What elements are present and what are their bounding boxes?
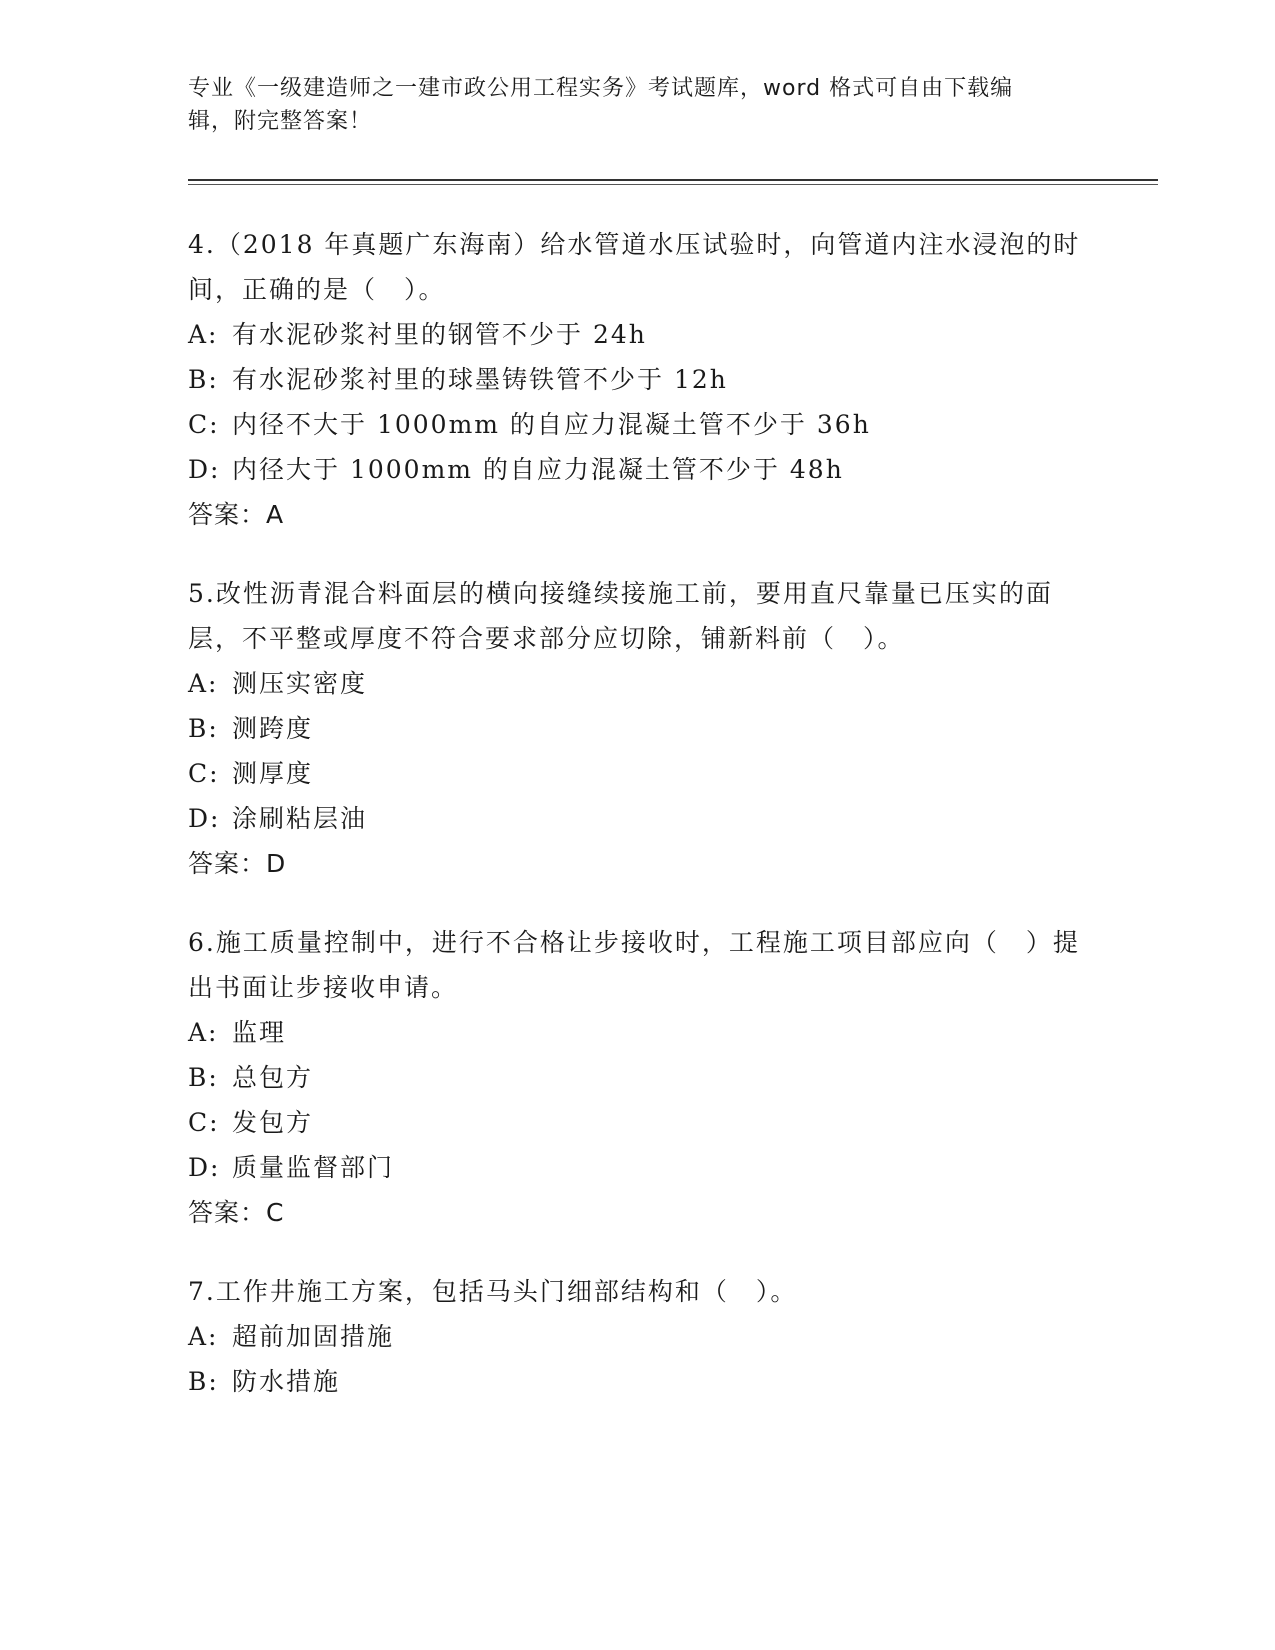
option-label: D:: [188, 804, 221, 833]
option-label: B:: [188, 1063, 219, 1092]
option-label: C:: [188, 410, 220, 439]
option-text: 防水措施: [232, 1367, 341, 1396]
option-b: [188, 357, 1088, 402]
option-label: D:: [188, 455, 221, 484]
option-text: 监理: [232, 1018, 287, 1047]
option-d: [188, 796, 1088, 841]
option-text: 内径不大于 1000mm 的自应力混凝土管不少于 36h: [232, 410, 871, 439]
option-text: 有水泥砂浆衬里的球墨铸铁管不少于 12h: [232, 365, 728, 394]
option-text: 测厚度: [232, 759, 314, 788]
option-a: [188, 661, 1088, 706]
option-label: B:: [188, 1367, 219, 1396]
option-a: [188, 1010, 1088, 1055]
option-label: C:: [188, 759, 220, 788]
option-label: D:: [188, 1153, 221, 1182]
option-text: 测压实密度: [232, 669, 368, 698]
option-c: [188, 751, 1088, 796]
question-stem: 6.施工质量控制中，进行不合格让步接收时，工程施工项目部应向（ ）提出书面让步接收申请。: [188, 928, 1080, 1002]
answer: 答案：D: [188, 849, 287, 878]
option-text: 有水泥砂浆衬里的钢管不少于 24h: [232, 320, 647, 349]
option-text: 内径大于 1000mm 的自应力混凝土管不少于 48h: [232, 455, 844, 484]
option-text: 超前加固措施: [232, 1322, 395, 1351]
question-7: [188, 1269, 1088, 1404]
header-line-1: 专业《一级建造师之一建市政公用工程实务》考试题库，word 格式可自由下载编: [188, 76, 1014, 101]
option-text: 质量监督部门: [232, 1153, 395, 1182]
document-header: [188, 72, 1088, 138]
question-6: [188, 920, 1088, 1235]
option-text: 涂刷粘层油: [232, 804, 368, 833]
option-label: A:: [188, 320, 219, 349]
option-d: [188, 447, 1088, 492]
option-label: A:: [188, 1018, 219, 1047]
header-divider-thin: [188, 184, 1158, 185]
answer: 答案：C: [188, 1198, 285, 1227]
option-b: [188, 706, 1088, 751]
option-d: [188, 1145, 1088, 1190]
option-a: [188, 1314, 1088, 1359]
answer: 答案：A: [188, 500, 285, 529]
option-c: [188, 402, 1088, 447]
option-text: 发包方: [232, 1108, 314, 1137]
option-b: [188, 1359, 1088, 1404]
option-label: C:: [188, 1108, 220, 1137]
option-label: A:: [188, 669, 219, 698]
option-label: A:: [188, 1322, 219, 1351]
header-line-2: 辑，附完整答案！: [188, 109, 373, 134]
header-divider-thick: [188, 179, 1158, 181]
option-label: B:: [188, 365, 219, 394]
question-4: [188, 222, 1088, 537]
question-stem: 5.改性沥青混合料面层的横向接缝续接施工前，要用直尺靠量已压实的面层，不平整或厚度不符合要求部分应切除，铺新料前（ ）。: [188, 579, 1053, 653]
option-b: [188, 1055, 1088, 1100]
question-stem: 7.工作井施工方案，包括马头门细部结构和（ ）。: [188, 1277, 798, 1306]
option-label: B:: [188, 714, 219, 743]
option-text: 总包方: [232, 1063, 314, 1092]
option-c: [188, 1100, 1088, 1145]
option-text: 测跨度: [232, 714, 314, 743]
option-a: [188, 312, 1088, 357]
question-5: [188, 571, 1088, 886]
question-stem: 4.（2018 年真题广东海南）给水管道水压试验时，向管道内注水浸泡的时间，正确的是（ ）。: [188, 230, 1081, 304]
